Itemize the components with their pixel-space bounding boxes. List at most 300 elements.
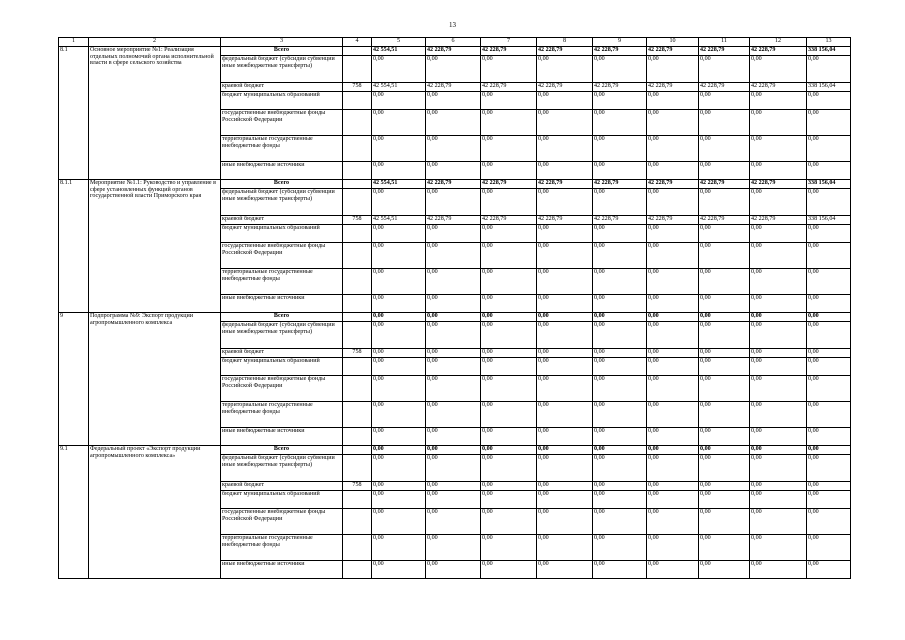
amount-cell: 0,00 bbox=[750, 225, 807, 243]
amount-cell: 42 228,79 bbox=[537, 47, 593, 56]
amount-cell: 0,00 bbox=[750, 313, 807, 322]
amount-cell: 0,00 bbox=[426, 243, 481, 269]
table-row-total bbox=[59, 446, 851, 455]
budget-code: 758 bbox=[343, 349, 372, 358]
amount-cell: 0,00 bbox=[699, 225, 750, 243]
amount-cell: 0,00 bbox=[750, 322, 807, 349]
amount-cell: 0,00 bbox=[537, 402, 593, 428]
amount-cell: 0,00 bbox=[807, 491, 851, 509]
budget-code bbox=[343, 455, 372, 482]
funding-source: иные внебюджетные источники bbox=[221, 428, 343, 446]
amount-cell: 0,00 bbox=[750, 561, 807, 579]
amount-cell: 0,00 bbox=[537, 110, 593, 136]
amount-cell: 0,00 bbox=[750, 162, 807, 180]
amount-cell: 0,00 bbox=[593, 561, 647, 579]
amount-cell: 0,00 bbox=[807, 313, 851, 322]
amount-cell: 0,00 bbox=[807, 455, 851, 482]
amount-cell: 0,00 bbox=[750, 136, 807, 162]
amount-cell: 0,00 bbox=[372, 92, 426, 110]
amount-cell: 0,00 bbox=[372, 56, 426, 83]
amount-cell: 0,00 bbox=[750, 189, 807, 216]
item-number: 8.1.1 bbox=[59, 180, 89, 313]
amount-cell: 0,00 bbox=[426, 455, 481, 482]
budget-code bbox=[343, 269, 372, 295]
amount-cell: 42 228,79 bbox=[647, 216, 699, 225]
amount-cell: 0,00 bbox=[426, 376, 481, 402]
amount-cell: 0,00 bbox=[647, 225, 699, 243]
amount-cell: 0,00 bbox=[481, 561, 537, 579]
amount-cell: 0,00 bbox=[593, 136, 647, 162]
budget-code bbox=[343, 92, 372, 110]
amount-cell: 0,00 bbox=[807, 243, 851, 269]
amount-cell: 0,00 bbox=[372, 491, 426, 509]
amount-cell: 0,00 bbox=[750, 295, 807, 313]
amount-cell: 0,00 bbox=[807, 136, 851, 162]
amount-cell: 0,00 bbox=[537, 189, 593, 216]
amount-cell: 0,00 bbox=[372, 269, 426, 295]
amount-cell: 0,00 bbox=[426, 446, 481, 455]
amount-cell: 0,00 bbox=[699, 358, 750, 376]
amount-cell: 0,00 bbox=[593, 56, 647, 83]
amount-cell: 0,00 bbox=[372, 243, 426, 269]
amount-cell: 0,00 bbox=[750, 358, 807, 376]
amount-cell: 0,00 bbox=[807, 295, 851, 313]
budget-code bbox=[343, 322, 372, 349]
amount-cell: 0,00 bbox=[426, 402, 481, 428]
item-number: 9 bbox=[59, 313, 89, 446]
amount-cell: 0,00 bbox=[807, 322, 851, 349]
amount-cell: 0,00 bbox=[647, 162, 699, 180]
amount-cell: 42 228,79 bbox=[750, 180, 807, 189]
amount-cell: 0,00 bbox=[372, 162, 426, 180]
amount-cell: 0,00 bbox=[481, 482, 537, 491]
amount-cell: 42 228,79 bbox=[481, 83, 537, 92]
amount-cell: 0,00 bbox=[647, 110, 699, 136]
amount-cell: 0,00 bbox=[481, 322, 537, 349]
amount-cell: 0,00 bbox=[699, 482, 750, 491]
funding-source: Всего bbox=[221, 446, 343, 455]
amount-cell: 42 228,79 bbox=[426, 47, 481, 56]
budget-code bbox=[343, 428, 372, 446]
page-number: 13 bbox=[449, 21, 456, 29]
amount-cell: 0,00 bbox=[647, 561, 699, 579]
amount-cell: 42 228,79 bbox=[750, 216, 807, 225]
amount-cell: 0,00 bbox=[426, 269, 481, 295]
amount-cell: 0,00 bbox=[699, 509, 750, 535]
funding-source: краевой бюджет bbox=[221, 83, 343, 92]
amount-cell: 0,00 bbox=[807, 358, 851, 376]
amount-cell: 0,00 bbox=[647, 322, 699, 349]
amount-cell: 42 228,79 bbox=[426, 180, 481, 189]
budget-code bbox=[343, 189, 372, 216]
amount-cell: 0,00 bbox=[699, 110, 750, 136]
funding-source: иные внебюджетные источники bbox=[221, 561, 343, 579]
budget-code bbox=[343, 136, 372, 162]
amount-cell: 0,00 bbox=[481, 56, 537, 83]
amount-cell: 0,00 bbox=[481, 358, 537, 376]
amount-cell: 0,00 bbox=[481, 225, 537, 243]
amount-cell: 0,00 bbox=[426, 509, 481, 535]
amount-cell: 0,00 bbox=[593, 189, 647, 216]
amount-cell: 0,00 bbox=[750, 269, 807, 295]
funding-source: территориальные государственные внебюджетные фонды bbox=[221, 535, 343, 561]
amount-cell: 0,00 bbox=[807, 402, 851, 428]
amount-cell: 0,00 bbox=[481, 376, 537, 402]
amount-cell: 0,00 bbox=[807, 561, 851, 579]
amount-cell: 0,00 bbox=[593, 376, 647, 402]
amount-cell: 0,00 bbox=[372, 358, 426, 376]
amount-cell: 0,00 bbox=[750, 455, 807, 482]
amount-cell: 0,00 bbox=[647, 491, 699, 509]
table-row-total bbox=[59, 313, 851, 322]
amount-cell: 0,00 bbox=[699, 189, 750, 216]
amount-cell: 0,00 bbox=[593, 402, 647, 428]
amount-cell: 0,00 bbox=[593, 243, 647, 269]
budget-code: 758 bbox=[343, 83, 372, 92]
column-header-1: 1 bbox=[59, 38, 89, 47]
amount-cell: 0,00 bbox=[426, 349, 481, 358]
budget-code bbox=[343, 491, 372, 509]
budget-code bbox=[343, 561, 372, 579]
amount-cell: 0,00 bbox=[647, 56, 699, 83]
amount-cell: 0,00 bbox=[807, 509, 851, 535]
amount-cell: 0,00 bbox=[372, 376, 426, 402]
amount-cell: 338 156,04 bbox=[807, 47, 851, 56]
amount-cell: 338 156,04 bbox=[807, 83, 851, 92]
column-header-10: 10 bbox=[647, 38, 699, 47]
amount-cell: 0,00 bbox=[807, 56, 851, 83]
amount-cell: 0,00 bbox=[426, 358, 481, 376]
amount-cell: 42 228,79 bbox=[699, 180, 750, 189]
funding-source: краевой бюджет bbox=[221, 482, 343, 491]
item-number: 8.1 bbox=[59, 47, 89, 180]
funding-source: территориальные государственные внебюджетные фонды bbox=[221, 269, 343, 295]
amount-cell: 0,00 bbox=[426, 535, 481, 561]
amount-cell: 42 228,79 bbox=[593, 47, 647, 56]
funding-source: краевой бюджет bbox=[221, 349, 343, 358]
amount-cell: 0,00 bbox=[699, 455, 750, 482]
amount-cell: 0,00 bbox=[481, 402, 537, 428]
amount-cell: 0,00 bbox=[426, 92, 481, 110]
amount-cell: 42 554,51 bbox=[372, 83, 426, 92]
amount-cell: 0,00 bbox=[647, 358, 699, 376]
amount-cell: 0,00 bbox=[372, 110, 426, 136]
amount-cell: 0,00 bbox=[481, 349, 537, 358]
amount-cell: 0,00 bbox=[647, 349, 699, 358]
amount-cell: 0,00 bbox=[481, 295, 537, 313]
budget-code bbox=[343, 535, 372, 561]
amount-cell: 0,00 bbox=[537, 446, 593, 455]
funding-source: Всего bbox=[221, 47, 343, 56]
amount-cell: 0,00 bbox=[647, 482, 699, 491]
amount-cell: 0,00 bbox=[537, 322, 593, 349]
budget-code bbox=[343, 243, 372, 269]
amount-cell: 0,00 bbox=[699, 269, 750, 295]
funding-source: федеральный бюджет (субсидии субвенции иные межбюджетные трансферты) bbox=[221, 56, 343, 83]
funding-source: краевой бюджет bbox=[221, 216, 343, 225]
amount-cell: 0,00 bbox=[699, 162, 750, 180]
budget-code bbox=[343, 358, 372, 376]
amount-cell: 0,00 bbox=[750, 402, 807, 428]
amount-cell: 0,00 bbox=[750, 509, 807, 535]
amount-cell: 0,00 bbox=[481, 455, 537, 482]
amount-cell: 0,00 bbox=[699, 491, 750, 509]
amount-cell: 0,00 bbox=[807, 349, 851, 358]
budget-code bbox=[343, 180, 372, 189]
amount-cell: 0,00 bbox=[750, 349, 807, 358]
funding-source: территориальные государственные внебюджетные фонды bbox=[221, 136, 343, 162]
amount-cell: 0,00 bbox=[537, 509, 593, 535]
amount-cell: 0,00 bbox=[647, 313, 699, 322]
amount-cell: 0,00 bbox=[372, 349, 426, 358]
funding-source: государственные внебюджетные фонды Российской Федерации bbox=[221, 376, 343, 402]
amount-cell: 0,00 bbox=[593, 313, 647, 322]
funding-source: территориальные государственные внебюджетные фонды bbox=[221, 402, 343, 428]
item-name: Подпрограмма №9: Экспорт продукции агропромышленного комплекса bbox=[89, 313, 221, 446]
funding-source: государственные внебюджетные фонды Российской Федерации bbox=[221, 243, 343, 269]
amount-cell: 0,00 bbox=[750, 92, 807, 110]
amount-cell: 0,00 bbox=[593, 482, 647, 491]
amount-cell: 0,00 bbox=[481, 428, 537, 446]
amount-cell: 0,00 bbox=[647, 269, 699, 295]
amount-cell: 0,00 bbox=[537, 358, 593, 376]
amount-cell: 0,00 bbox=[593, 269, 647, 295]
amount-cell: 0,00 bbox=[537, 349, 593, 358]
amount-cell: 0,00 bbox=[426, 189, 481, 216]
amount-cell: 0,00 bbox=[537, 455, 593, 482]
amount-cell: 0,00 bbox=[426, 162, 481, 180]
amount-cell: 0,00 bbox=[699, 428, 750, 446]
amount-cell: 0,00 bbox=[372, 225, 426, 243]
funding-source: федеральный бюджет (субсидии субвенции иные межбюджетные трансферты) bbox=[221, 189, 343, 216]
amount-cell: 0,00 bbox=[481, 162, 537, 180]
amount-cell: 0,00 bbox=[699, 561, 750, 579]
amount-cell: 0,00 bbox=[481, 136, 537, 162]
column-header-2: 2 bbox=[89, 38, 221, 47]
budget-code: 758 bbox=[343, 216, 372, 225]
amount-cell: 0,00 bbox=[372, 313, 426, 322]
amount-cell: 0,00 bbox=[699, 313, 750, 322]
amount-cell: 0,00 bbox=[593, 92, 647, 110]
amount-cell: 0,00 bbox=[593, 322, 647, 349]
amount-cell: 0,00 bbox=[426, 313, 481, 322]
amount-cell: 0,00 bbox=[807, 269, 851, 295]
column-header-9: 9 bbox=[593, 38, 647, 47]
amount-cell: 0,00 bbox=[372, 322, 426, 349]
column-header-8: 8 bbox=[537, 38, 593, 47]
amount-cell: 0,00 bbox=[426, 428, 481, 446]
amount-cell: 0,00 bbox=[647, 455, 699, 482]
item-name: Федеральный проект «Экспорт продукции агропромышленного комплекса» bbox=[89, 446, 221, 579]
amount-cell: 0,00 bbox=[537, 376, 593, 402]
amount-cell: 0,00 bbox=[699, 322, 750, 349]
amount-cell: 42 228,79 bbox=[647, 83, 699, 92]
funding-source: бюджет муниципальных образований bbox=[221, 491, 343, 509]
amount-cell: 0,00 bbox=[750, 376, 807, 402]
amount-cell: 0,00 bbox=[426, 295, 481, 313]
budget-code bbox=[343, 225, 372, 243]
funding-source: государственные внебюджетные фонды Российской Федерации bbox=[221, 110, 343, 136]
amount-cell: 0,00 bbox=[372, 535, 426, 561]
amount-cell: 0,00 bbox=[426, 56, 481, 83]
amount-cell: 0,00 bbox=[699, 243, 750, 269]
amount-cell: 338 156,04 bbox=[807, 180, 851, 189]
amount-cell: 42 228,79 bbox=[593, 83, 647, 92]
item-name: Мероприятие №1.1: Руководство и управление в сфере установленных функций органов государственной власти Приморского края bbox=[89, 180, 221, 313]
header-row bbox=[59, 38, 851, 47]
column-header-4: 4 bbox=[343, 38, 372, 47]
amount-cell: 42 554,51 bbox=[372, 216, 426, 225]
amount-cell: 0,00 bbox=[481, 535, 537, 561]
amount-cell: 0,00 bbox=[537, 535, 593, 561]
amount-cell: 0,00 bbox=[537, 225, 593, 243]
amount-cell: 0,00 bbox=[481, 446, 537, 455]
column-header-12: 12 bbox=[750, 38, 807, 47]
amount-cell: 0,00 bbox=[699, 295, 750, 313]
item-number: 9.1 bbox=[59, 446, 89, 579]
budget-code bbox=[343, 376, 372, 402]
amount-cell: 0,00 bbox=[699, 92, 750, 110]
amount-cell: 0,00 bbox=[372, 482, 426, 491]
amount-cell: 42 228,79 bbox=[593, 216, 647, 225]
amount-cell: 0,00 bbox=[537, 136, 593, 162]
amount-cell: 0,00 bbox=[481, 269, 537, 295]
amount-cell: 0,00 bbox=[647, 446, 699, 455]
amount-cell: 0,00 bbox=[647, 189, 699, 216]
amount-cell: 0,00 bbox=[537, 491, 593, 509]
amount-cell: 42 228,79 bbox=[699, 47, 750, 56]
amount-cell: 0,00 bbox=[699, 349, 750, 358]
amount-cell: 0,00 bbox=[537, 162, 593, 180]
amount-cell: 0,00 bbox=[537, 92, 593, 110]
funding-source: иные внебюджетные источники bbox=[221, 295, 343, 313]
funding-source: государственные внебюджетные фонды Российской Федерации bbox=[221, 509, 343, 535]
amount-cell: 0,00 bbox=[647, 92, 699, 110]
table-row-total bbox=[59, 47, 851, 56]
amount-cell: 0,00 bbox=[481, 491, 537, 509]
amount-cell: 0,00 bbox=[481, 189, 537, 216]
amount-cell: 0,00 bbox=[426, 110, 481, 136]
budget-code bbox=[343, 313, 372, 322]
amount-cell: 0,00 bbox=[807, 92, 851, 110]
amount-cell: 0,00 bbox=[426, 491, 481, 509]
amount-cell: 42 228,79 bbox=[537, 180, 593, 189]
table-row-total bbox=[59, 180, 851, 189]
amount-cell: 42 228,79 bbox=[699, 216, 750, 225]
amount-cell: 42 554,51 bbox=[372, 47, 426, 56]
amount-cell: 0,00 bbox=[593, 110, 647, 136]
amount-cell: 0,00 bbox=[593, 446, 647, 455]
amount-cell: 0,00 bbox=[372, 509, 426, 535]
amount-cell: 0,00 bbox=[807, 225, 851, 243]
amount-cell: 0,00 bbox=[647, 243, 699, 269]
amount-cell: 0,00 bbox=[372, 136, 426, 162]
funding-source: федеральный бюджет (субсидии субвенции иные межбюджетные трансферты) bbox=[221, 455, 343, 482]
amount-cell: 0,00 bbox=[750, 446, 807, 455]
funding-source: федеральный бюджет (субсидии субвенции иные межбюджетные трансферты) bbox=[221, 322, 343, 349]
amount-cell: 0,00 bbox=[426, 225, 481, 243]
budget-code bbox=[343, 162, 372, 180]
amount-cell: 0,00 bbox=[593, 349, 647, 358]
amount-cell: 0,00 bbox=[807, 535, 851, 561]
amount-cell: 42 228,79 bbox=[647, 47, 699, 56]
amount-cell: 0,00 bbox=[593, 509, 647, 535]
funding-source: бюджет муниципальных образований bbox=[221, 225, 343, 243]
amount-cell: 42 228,79 bbox=[426, 216, 481, 225]
amount-cell: 42 554,51 bbox=[372, 180, 426, 189]
amount-cell: 0,00 bbox=[750, 491, 807, 509]
budget-code: 758 bbox=[343, 482, 372, 491]
amount-cell: 0,00 bbox=[537, 561, 593, 579]
amount-cell: 0,00 bbox=[372, 446, 426, 455]
amount-cell: 0,00 bbox=[807, 110, 851, 136]
amount-cell: 0,00 bbox=[750, 535, 807, 561]
amount-cell: 0,00 bbox=[537, 269, 593, 295]
amount-cell: 0,00 bbox=[372, 561, 426, 579]
amount-cell: 0,00 bbox=[647, 535, 699, 561]
amount-cell: 0,00 bbox=[699, 535, 750, 561]
amount-cell: 0,00 bbox=[647, 428, 699, 446]
amount-cell: 0,00 bbox=[537, 482, 593, 491]
amount-cell: 0,00 bbox=[647, 136, 699, 162]
amount-cell: 0,00 bbox=[593, 162, 647, 180]
column-header-7: 7 bbox=[481, 38, 537, 47]
amount-cell: 42 228,79 bbox=[481, 47, 537, 56]
amount-cell: 0,00 bbox=[647, 295, 699, 313]
amount-cell: 0,00 bbox=[481, 92, 537, 110]
budget-code bbox=[343, 47, 372, 56]
amount-cell: 42 228,79 bbox=[537, 216, 593, 225]
amount-cell: 0,00 bbox=[699, 402, 750, 428]
amount-cell: 0,00 bbox=[372, 189, 426, 216]
budget-code bbox=[343, 295, 372, 313]
amount-cell: 0,00 bbox=[481, 243, 537, 269]
funding-source: бюджет муниципальных образований bbox=[221, 92, 343, 110]
amount-cell: 0,00 bbox=[481, 313, 537, 322]
amount-cell: 0,00 bbox=[426, 322, 481, 349]
amount-cell: 0,00 bbox=[807, 446, 851, 455]
amount-cell: 0,00 bbox=[807, 376, 851, 402]
amount-cell: 42 228,79 bbox=[481, 216, 537, 225]
amount-cell: 0,00 bbox=[807, 162, 851, 180]
amount-cell: 0,00 bbox=[593, 455, 647, 482]
amount-cell: 42 228,79 bbox=[426, 83, 481, 92]
amount-cell: 0,00 bbox=[593, 295, 647, 313]
budget-table bbox=[58, 37, 851, 579]
amount-cell: 0,00 bbox=[593, 491, 647, 509]
amount-cell: 0,00 bbox=[750, 56, 807, 83]
amount-cell: 0,00 bbox=[537, 428, 593, 446]
amount-cell: 0,00 bbox=[372, 455, 426, 482]
funding-source: Всего bbox=[221, 313, 343, 322]
amount-cell: 42 228,79 bbox=[481, 180, 537, 189]
item-name: Основное мероприятие №1: Реализация отдельных полномочий органа исполнительной власти в сфере сельского хозяйства bbox=[89, 47, 221, 180]
amount-cell: 0,00 bbox=[372, 428, 426, 446]
amount-cell: 0,00 bbox=[750, 482, 807, 491]
amount-cell: 0,00 bbox=[593, 358, 647, 376]
amount-cell: 0,00 bbox=[807, 428, 851, 446]
amount-cell: 0,00 bbox=[537, 56, 593, 83]
amount-cell: 0,00 bbox=[593, 428, 647, 446]
amount-cell: 0,00 bbox=[372, 295, 426, 313]
amount-cell: 42 228,79 bbox=[750, 47, 807, 56]
amount-cell: 338 156,04 bbox=[807, 216, 851, 225]
budget-code bbox=[343, 56, 372, 83]
amount-cell: 0,00 bbox=[699, 376, 750, 402]
amount-cell: 0,00 bbox=[537, 243, 593, 269]
amount-cell: 0,00 bbox=[807, 189, 851, 216]
budget-code bbox=[343, 110, 372, 136]
